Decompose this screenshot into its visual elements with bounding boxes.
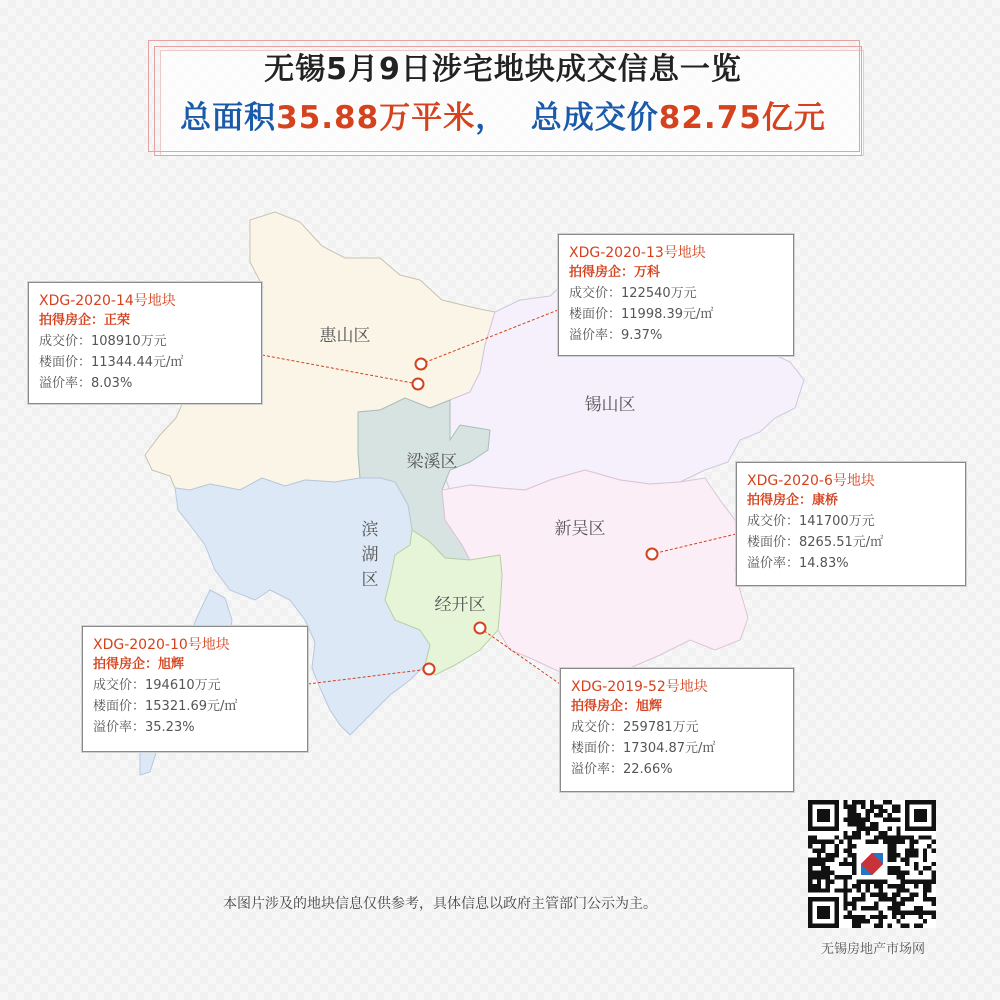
parcel-card-14[interactable] — [28, 282, 262, 404]
parcel-marker-6[interactable] — [647, 549, 658, 560]
parcel-premium: 溢价率：14.83% — [747, 556, 849, 571]
label-xinwu: 新吴区 — [554, 519, 606, 539]
parcel-floor-price: 楼面价：8265.51元/㎡ — [747, 535, 884, 550]
parcel-premium: 溢价率：22.66% — [571, 762, 673, 777]
parcel-title: XDG-2020-13号地块 — [569, 245, 706, 261]
label-liangxi: 梁溪区 — [406, 452, 458, 472]
disclaimer: 本图片涉及的地块信息仅供参考，具体信息以政府主管部门公示为主。 — [223, 896, 657, 912]
qr-code-icon[interactable] — [808, 800, 936, 928]
parcel-title: XDG-2020-10号地块 — [93, 637, 230, 653]
parcel-premium: 溢价率：35.23% — [93, 720, 195, 735]
parcel-price: 成交价：259781万元 — [571, 720, 699, 735]
parcel-floor-price: 楼面价：17304.87元/㎡ — [571, 741, 716, 756]
label-jingkai: 经开区 — [434, 595, 486, 615]
parcel-floor-price: 楼面价：11998.39元/㎡ — [569, 307, 714, 322]
parcel-price: 成交价：122540万元 — [569, 286, 697, 301]
label-binhu-1: 滨 — [361, 520, 379, 540]
parcel-price: 成交价：108910万元 — [39, 334, 167, 349]
qr-caption: 无锡房地产市场网 — [820, 942, 925, 957]
parcel-card-10[interactable] — [82, 626, 308, 752]
parcel-marker-13[interactable] — [416, 359, 427, 370]
parcel-title: XDG-2020-14号地块 — [39, 293, 176, 309]
label-xishan: 锡山区 — [584, 395, 636, 415]
parcel-card-52[interactable] — [560, 668, 794, 792]
parcel-premium: 溢价率：9.37% — [569, 328, 663, 343]
area-label: 总面积 — [180, 100, 277, 136]
label-binhu-2: 湖 — [361, 545, 379, 565]
parcel-marker-52[interactable] — [475, 623, 486, 634]
parcel-title: XDG-2020-6号地块 — [747, 473, 875, 489]
parcel-developer: 拍得房企：康桥 — [747, 493, 839, 508]
parcel-developer: 拍得房企：正荣 — [39, 313, 131, 328]
parcel-price: 成交价：194610万元 — [93, 678, 221, 693]
parcel-premium: 溢价率：8.03% — [39, 376, 133, 391]
label-huishan: 惠山区 — [319, 326, 371, 346]
parcel-card-6[interactable] — [736, 462, 966, 586]
parcel-marker-14[interactable] — [413, 379, 424, 390]
parcel-developer: 拍得房企：万科 — [569, 265, 661, 280]
total-area: 35.88万平米 — [276, 100, 476, 136]
total-price-label: 总成交价 — [530, 100, 659, 136]
label-binhu-3: 区 — [361, 570, 379, 590]
page-title: 无锡5月9日涉宅地块成交信息一览 — [264, 52, 742, 87]
parcel-marker-10[interactable] — [424, 664, 435, 675]
parcel-floor-price: 楼面价：11344.44元/㎡ — [39, 355, 184, 370]
parcel-card-13[interactable] — [558, 234, 794, 356]
parcel-developer: 拍得房企：旭辉 — [571, 699, 663, 714]
qr-code-graphic — [808, 800, 936, 928]
parcel-developer: 拍得房企：旭辉 — [93, 657, 185, 672]
total-price: 82.75亿元 — [658, 100, 826, 136]
subtitle-separator: ， — [475, 100, 508, 136]
parcel-title: XDG-2019-52号地块 — [571, 679, 708, 695]
parcel-floor-price: 楼面价：15321.69元/㎡ — [93, 699, 238, 714]
parcel-price: 成交价：141700万元 — [747, 514, 875, 529]
